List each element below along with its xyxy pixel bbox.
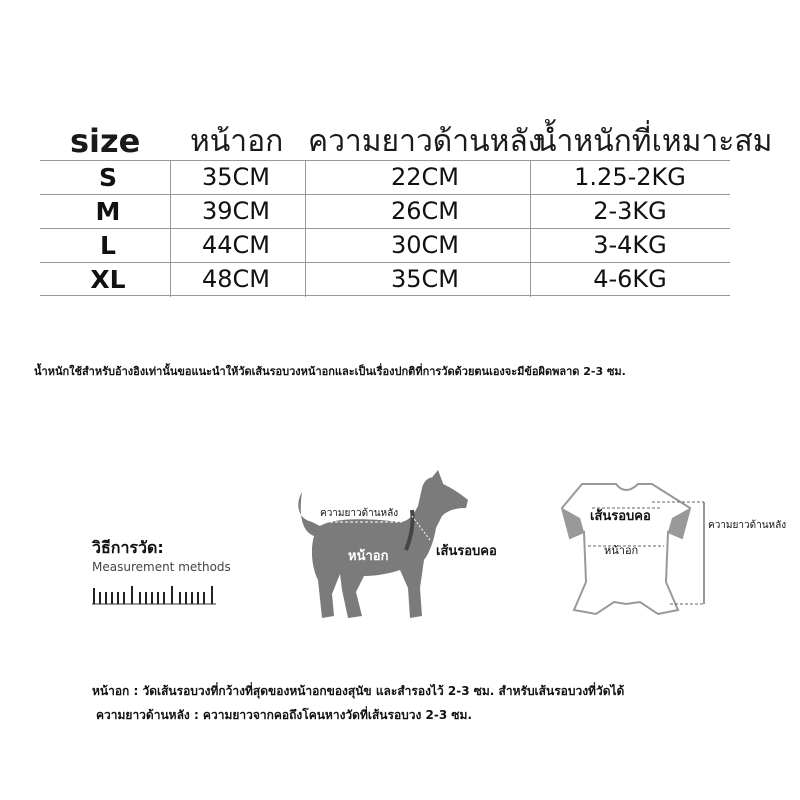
chest-definition: หน้าอก : วัดเส้นรอบวงที่กว้างที่สุดของหน้าอกของสุนัข และสำรองไว้ 2-3 ซม. สำหรับเส้นรอบวงที่วัดได้ <box>92 684 625 698</box>
table-row <box>40 228 730 261</box>
dog-neck-label: เส้นรอบคอ <box>436 544 497 559</box>
method-subtitle: Measurement methods <box>92 560 231 574</box>
ruler-icon <box>92 580 222 610</box>
back-cell: 30CM <box>390 231 460 259</box>
header-size: size <box>70 122 141 160</box>
back-cell: 22CM <box>390 163 460 191</box>
table-row <box>40 262 730 296</box>
shirt-chest-label: หน้าอก <box>604 544 639 557</box>
dog-back-label: ความยาวด้านหลัง <box>320 508 399 519</box>
chest-cell: 39CM <box>201 197 271 225</box>
chest-cell: 48CM <box>201 265 271 293</box>
column-divider <box>170 160 171 297</box>
column-divider <box>530 160 531 297</box>
table-row <box>40 160 730 193</box>
weight-note: น้ำหนักใช้สำหรับอ้างอิงเท่านั้นขอแนะนำให้วัดเส้นรอบวงหน้าอกและเป็นเรื่องปกติที่การวัดด้วยตนเองจะมีข้อผิดพลาด 2-3 ซม. <box>34 365 626 378</box>
chest-cell: 35CM <box>201 163 271 191</box>
column-divider <box>305 160 306 297</box>
weight-cell: 1.25-2KG <box>574 163 686 191</box>
chest-cell: 44CM <box>201 231 271 259</box>
header-chest: หน้าอก <box>190 124 284 159</box>
size-cell: S <box>98 163 118 192</box>
header-weight: น้ำหนักที่เหมาะสม <box>536 124 773 159</box>
weight-cell: 4-6KG <box>593 265 667 293</box>
method-title: วิธีการวัด: <box>92 538 164 557</box>
back-cell: 35CM <box>390 265 460 293</box>
dog-chest-label: หน้าอก <box>348 549 389 564</box>
weight-cell: 2-3KG <box>593 197 667 225</box>
shirt-back-label: ความยาวด้านหลัง <box>708 520 787 531</box>
shirt-neck-label: เส้นรอบคอ <box>590 509 651 524</box>
size-cell: XL <box>90 265 126 294</box>
back-cell: 26CM <box>390 197 460 225</box>
back-length-definition: ความยาวด้านหลัง : ความยาวจากคอถึงโคนหางวัดที่เส้นรอบวง 2-3 ซม. <box>96 708 473 722</box>
size-cell: L <box>100 231 116 260</box>
table-row <box>40 194 730 227</box>
weight-cell: 3-4KG <box>593 231 667 259</box>
size-cell: M <box>95 197 121 226</box>
header-back-length: ความยาวด้านหลัง <box>308 124 543 159</box>
